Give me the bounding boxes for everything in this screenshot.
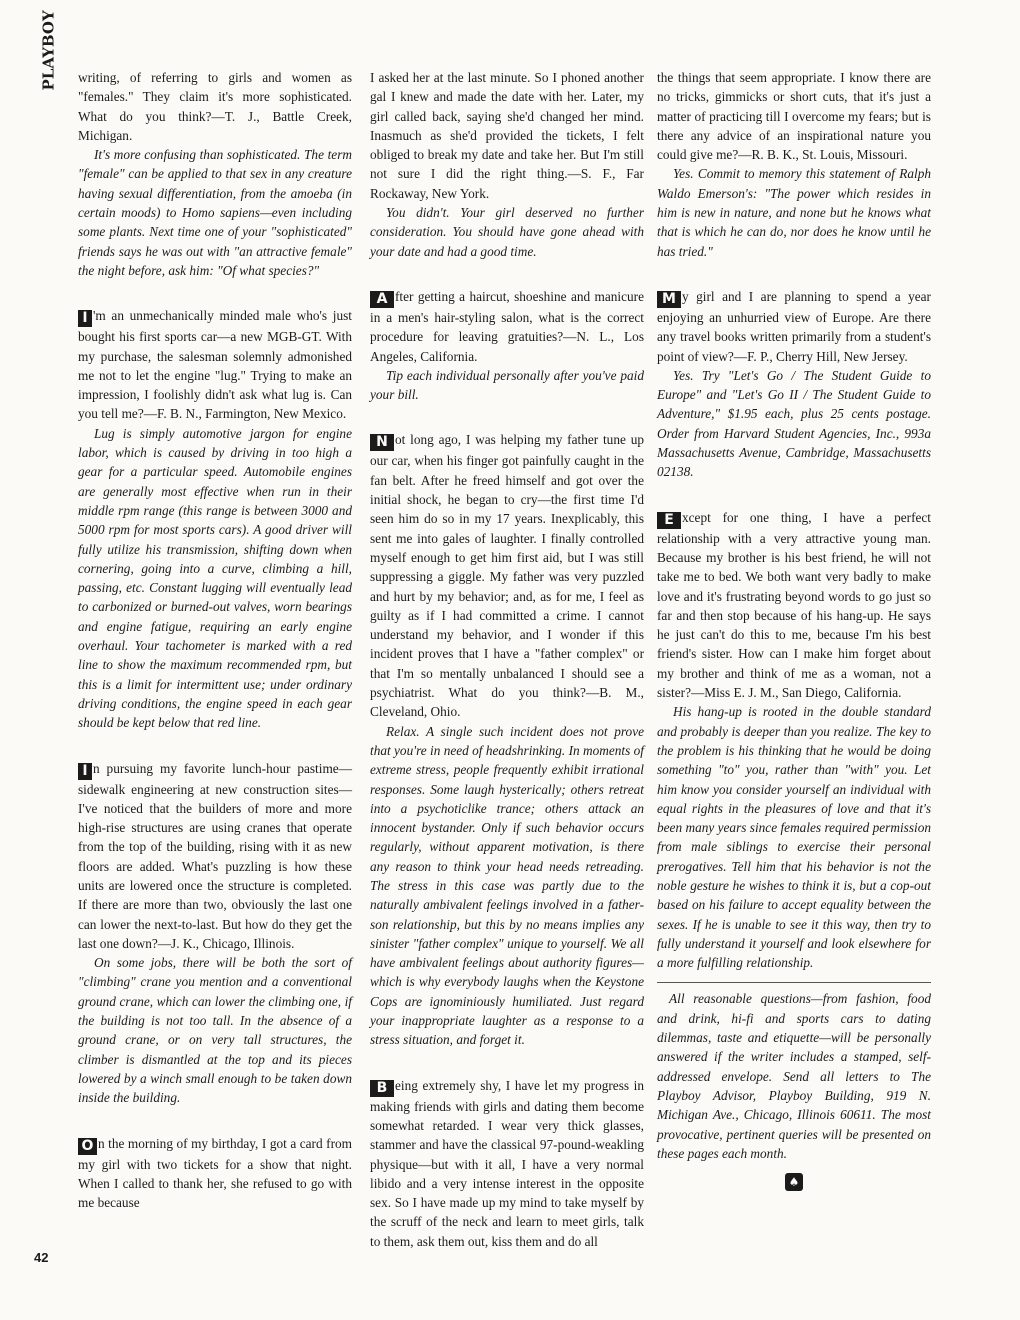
letter-answer: Yes. Commit to memory this statement of Ralph Waldo Emerson's: "The power which resides in him is new in nature, and none but he knows what that is which he can do, nor does he know until he has tried." [657,166,931,259]
page-number: 42 [34,1250,49,1265]
letter-question: I n pursuing my favorite lunch-hour pastime—sidewalk engineering at new construction sites—I've noticed that the builders of more and more high-rise structures are using cranes that operate from the top of the building, rising with it as new floors are added. What's puzzling is how these units are lowered once the structure is completed. If there are more than two, obviously the last one can lower the next-to-last. But how do they get the last one down?—J. K., Chicago, Illinois. [78,760,352,951]
magazine-side-title [38,10,60,91]
advisor-footer-note [657,982,931,1163]
letter-7-start [370,1076,644,1251]
letter-question: N ot long ago, I was helping my father tune up our car, when his finger got painfully caught in the fan belt. After he freed himself and got over the initial shock, he began to cry—the first time I'd seen him do so in my 17 years. Inexplicably, this sent me into gales of laughter. I finally controlled myself enough to get him first aid, but I was still suppressing a giggle. My father was very puzzled and hurt by my behavior; and, as for me, I feel as guilty as if I had committed a crime. I cannot understand my behavior, and I wonder if this incident proves that I have a "father complex" or that I'm so mentally unbalanced I should see a psychiatrist. What do you think?—B. M., Cleveland, Ohio. [370,432,644,720]
column-1 [78,68,352,1212]
letter-5 [370,287,644,404]
drop-cap: M [657,291,681,308]
letter-question-cont: I asked her at the last minute. So I phoned another gal I knew and made the date with her. Later, my girl called back, saying she'd changed her mind. Inasmuch as she'd provided the tickets, I felt obliged to break my date and take her. But I'm still not sure I did the right thing.—S. F., Far Rockaway, New York. [370,70,644,201]
letter-question: writing, of referring to girls and women as "females." They claim it's more sophisticated. What do you think?—T. J., Battle Creek, Michigan. [78,70,352,143]
letter-question-cont: the things that seem appropriate. I know there are no tricks, gimmicks or short cuts, that it's just a matter of practicing till I overcome my fears; but is there any advice of an inspirational nature you could give me?—R. B. K., St. Louis, Missouri. [657,70,931,163]
drop-cap: O [78,1138,97,1155]
drop-cap: A [370,291,394,308]
letter-answer: Lug is simply automotive jargon for engine labor, which is caused by driving in too high a gear for a particular speed. Automobile engines are generally most effective when run in their middle rpm range (this range is between 3000 and 5000 rpm for most sports cars). A good driver will fully utilize his transmission, shifting down when cornering, going into a curve, climbing a hill, passing, etc. Constant lugging will eventually lead to carbonized or burned-out valves, worn bearings and engine fatigue, requiring an early engine overhaul. Your tachometer is marked with a red line to show the maximum recommended rpm, but this is a limit for intermittent use; under ordinary driving conditions, the engine speed in each gear should be kept below that red line. [78,425,352,731]
letter-answer: Relax. A single such incident does not prove that you're in need of headshrinking. In moments of extreme stress, people frequently exhibit irrational responses. Some laugh hysterically; others retreat into a psychoticlike trance; others attack an innocent bystander. Only if such behavior occurs regularly, without apparent motivation, is there any reason to think your head needs retreading. The stress in this case was partly due to the naturally ambivalent feelings involved in a father-son relationship, but this by no means implies any sinister "father complex" unique to yourself. We all have ambivalent feelings about authority figures—which is why everybody laughs when the Keystone Cops are ignominiously humiliated. Just regard your inappropriate laughter as a response to a stress situation, and forget it. [370,723,644,1048]
letter-answer: It's more confusing than sophisticated. The term "female" can be applied to that sex in any creature having sexual differentiation, from the amoeba (in certain moods) to Homo sapiens—even including some plants. Next time one of your "sophisticated" friends says he was out with "an attractive female" the night before, ask him: "Of what species?" [78,147,352,278]
column-3 [657,68,931,1191]
letter-6 [370,430,644,1049]
footer-note-text: All reasonable questions—from fashion, food and drink, hi-fi and sports cars to dating dilemmas, taste and etiquette—will be personally answered if the writer includes a stamped, self-addressed envelope. Send all letters to The Playboy Advisor, Playboy Building, 919 N. Michigan Ave., Chicago, Illinois 60611. The most provocative, pertinent queries will be presented on these pages each month. [657,991,931,1161]
letter-answer: You didn't. Your girl deserved no further consideration. You should have gone ahead with your date and had a good time. [370,205,644,259]
column-2 [370,68,644,1251]
letter-answer: Tip each individual personally after you've paid your bill. [370,367,644,403]
letter-question: I 'm an unmechanically minded male who's just bought his first sports car—a new MGB-GT. With my purchase, the salesman solemnly admonished me not to let the engine "lug." Trying to make an impression, I foolishly didn't ask what lug is. Can you tell me?—F. B. N., Farmington, New Mexico. [78,308,352,422]
drop-cap: I [78,310,92,327]
letter-1 [78,68,352,280]
letter-question: M y girl and I are planning to spend a year enjoying an unhurried view of Europe. Are there any travel books written primarily from a student's point of view?—F. P., Cherry Hill, New Jersey. [657,288,931,364]
letter-3 [78,759,352,1108]
letter-answer: Yes. Try "Let's Go / The Student Guide to Europe" and "Let's Go II / The Student Guide to Adventure," $1.95 each, plus 25 cents postage. Order from Harvard Student Agencies, Inc., 993a Massachusetts Avenue, Cambridge, Massachusetts 02138. [657,367,931,480]
bunny-logo-icon: ♠ [785,1173,803,1191]
letter-7-cont [657,68,931,261]
letter-question: B eing extremely shy, I have let my progress in making friends with girls and dating them become somewhat retarded. I wear very thick glasses, stammer and have the classical 97-pound-weakling physique—but with it all, I have a very normal libido and a very intense interest in the opposite sex. So I have made up my mind to take myself by the scruff of the neck and learn to meet girls, talk to them, ask them out, kiss them and do all [370,1077,644,1249]
drop-cap: B [370,1080,394,1097]
letter-answer: His hang-up is rooted in the double standard and probably is deeper than you realize. The key to the problem is his thinking that he would be doing something "to" you, rather than "with" you. Let him know you consider yourself an individual with equal rights in the pleasures of love and that it's been many years since females required permission from male siblings to exercise their personal prerogatives. Tell him that his behavior is not the noble gesture he wishes to think it is, but a cop-out based on his failure to accept equality between the sexes. If he is unable to see it this way, then try to fully understand it yourself and look elsewhere for a more fulfilling relationship. [657,704,931,971]
letter-9 [657,508,931,973]
letter-question: A fter getting a haircut, shoeshine and manicure in a men's hair-styling salon, what is the correct procedure for leaving gratuities?—N. L., Los Angeles, California. [370,288,644,364]
drop-cap: N [370,434,394,451]
magazine-title: PLAYBOY [39,10,58,91]
drop-cap: E [657,512,681,529]
letter-question: E xcept for one thing, I have a perfect relationship with a very attractive young man. Because my brother is his best friend, he will not take me to bed. We both want very badly to make love and it's frustrating beyond words to go just so far and then stop because of his hang-up. He says he just can't do this to me, because I'm his best friend's sister. How can I make him forget about my brother and think of me as a woman, not a sister?—Miss E. J. M., San Diego, California. [657,509,931,701]
letter-8 [657,287,931,482]
letter-2 [78,306,352,732]
letter-4-cont [370,68,644,261]
drop-cap: I [78,763,92,780]
letter-4-start [78,1134,352,1213]
letter-question: O n the morning of my birthday, I got a card from my girl with two tickets for a show that night. When I called to thank her, she refused to go with me because [78,1135,352,1211]
letter-answer: On some jobs, there will be both the sort of "climbing" crane you mention and a conventional ground crane, which can lower the climbing one, if the building is not too tall. In the absence of a ground crane, or on very tall structures, the climber is dismantled at the top and its pieces lowered by a winch small enough to be taken down inside the building. [78,955,352,1106]
